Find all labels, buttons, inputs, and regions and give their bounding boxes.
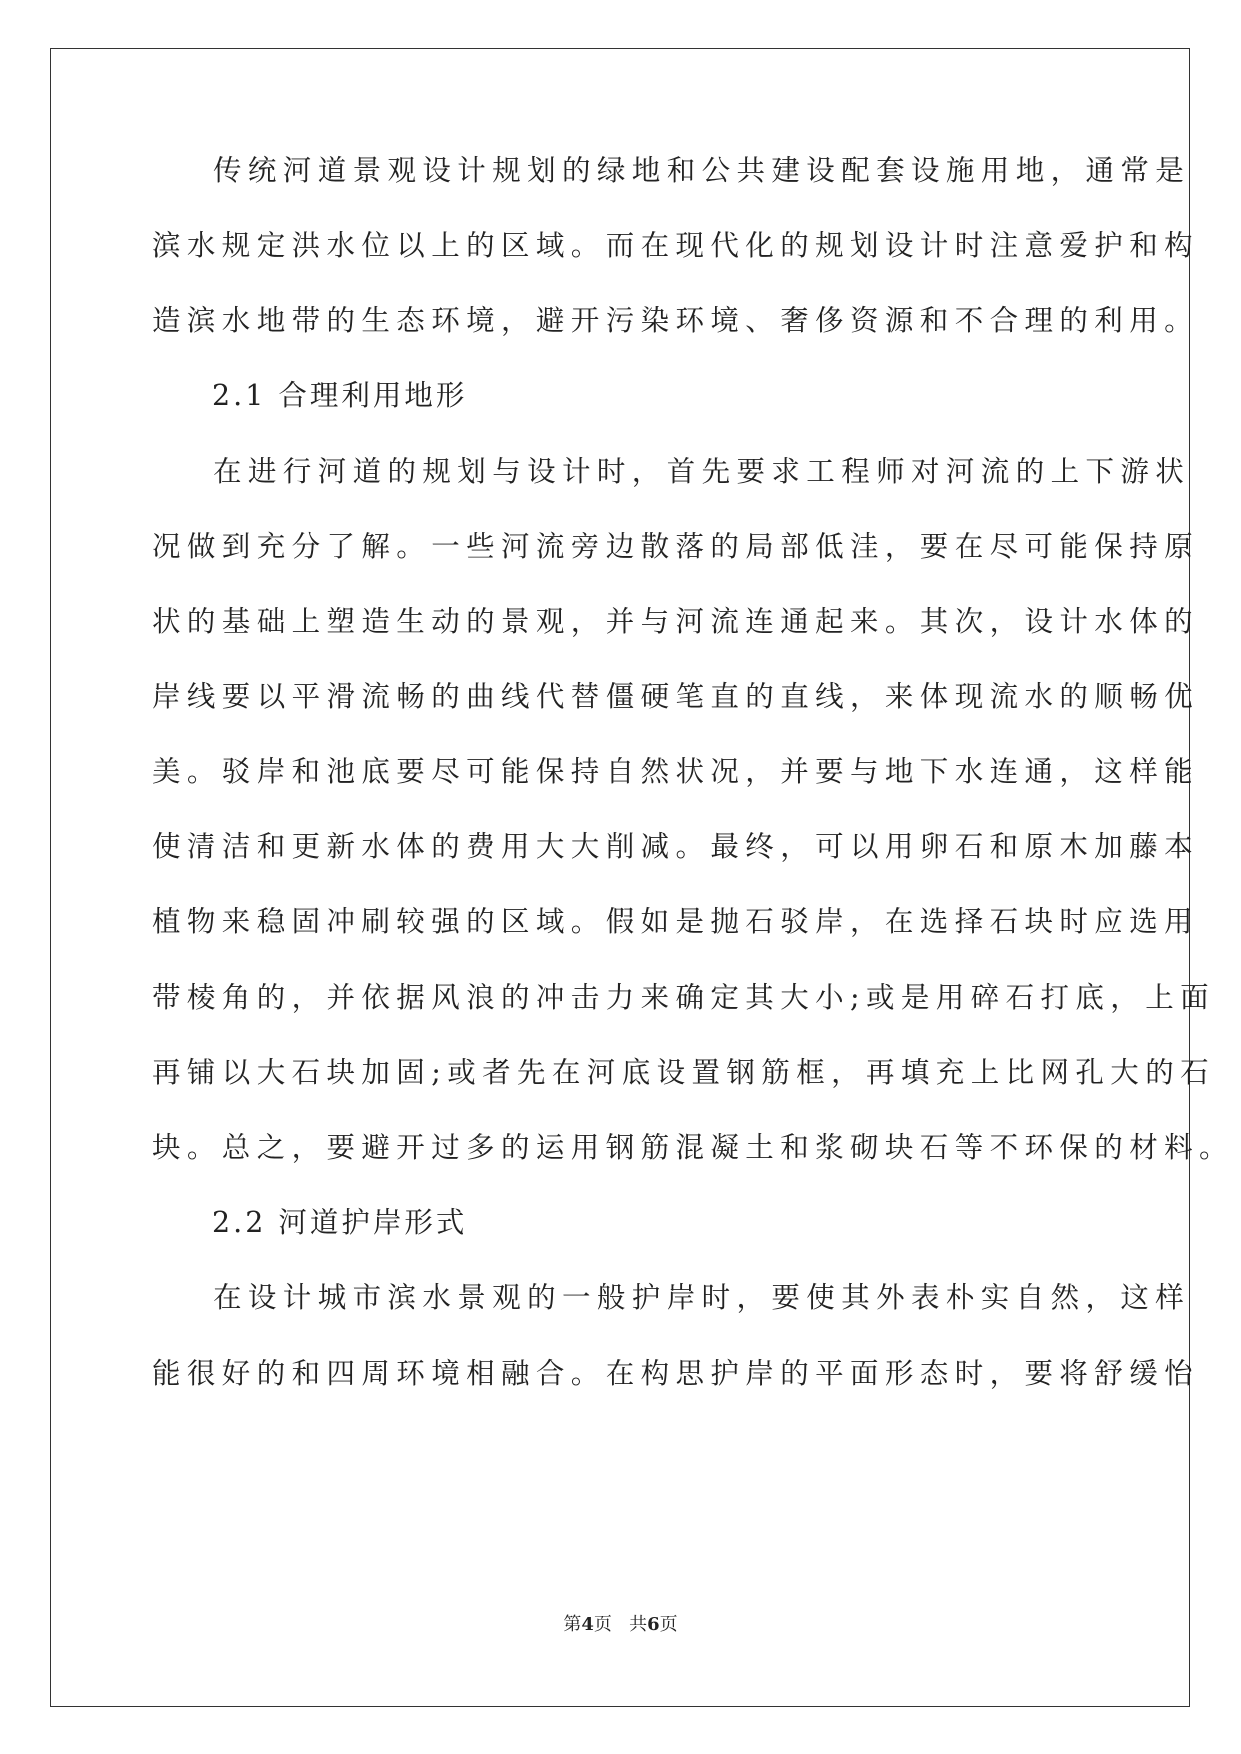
paragraph-2-line-9: 再铺以大石块加固;或者先在河底设置钢筋框，再填充上比网孔大的石 — [152, 1056, 1216, 1089]
page-border — [50, 48, 1190, 1707]
footer-page-prefix: 第 — [563, 1614, 582, 1635]
paragraph-2-line-2: 况做到充分了解。一些河流旁边散落的局部低洼，要在尽可能保持原 — [152, 530, 1200, 563]
paragraph-2-line-10: 块。总之，要避开过多的运用钢筋混凝土和浆砌块石等不环保的材料。 — [152, 1131, 1234, 1164]
footer-page-suffix: 页 — [593, 1614, 612, 1635]
paragraph-2-line-8: 带棱角的，并依据风浪的冲击力来确定其大小;或是用碎石打底，上面 — [152, 981, 1216, 1014]
page-footer — [0, 1616, 1241, 1634]
footer-page-number: 4 — [581, 1614, 594, 1635]
paragraph-2-line-1: 在进行河道的规划与设计时，首先要求工程师对河流的上下游状 — [213, 455, 1191, 488]
paragraph-2-line-7: 植物来稳固冲刷较强的区域。假如是抛石驳岸，在选择石块时应选用 — [152, 905, 1200, 938]
paragraph-1-line-2: 滨水规定洪水位以上的区域。而在现代化的规划设计时注意爱护和构 — [152, 229, 1200, 262]
paragraph-1-line-1: 传统河道景观设计规划的绿地和公共建设配套设施用地，通常是 — [213, 154, 1191, 187]
paragraph-2-line-3: 状的基础上塑造生动的景观，并与河流连通起来。其次，设计水体的 — [152, 605, 1200, 638]
footer-total-prefix: 共 — [629, 1614, 648, 1635]
paragraph-2-line-6: 使清洁和更新水体的费用大大削减。最终，可以用卵石和原木加藤本 — [152, 830, 1200, 863]
footer-total-suffix: 页 — [659, 1614, 678, 1635]
paragraph-3-line-2: 能很好的和四周环境相融合。在构思护岸的平面形态时，要将舒缓怡 — [152, 1357, 1200, 1390]
paragraph-1-line-3: 造滨水地带的生态环境，避开污染环境、奢侈资源和不合理的利用。 — [152, 304, 1200, 337]
paragraph-3-line-1: 在设计城市滨水景观的一般护岸时，要使其外表朴实自然，这样 — [213, 1281, 1191, 1314]
paragraph-2-line-5: 美。驳岸和池底要尽可能保持自然状况，并要与地下水连通，这样能 — [152, 755, 1200, 788]
section-heading-2-1: 2.1 合理利用地形 — [212, 379, 468, 412]
section-heading-2-2: 2.2 河道护岸形式 — [212, 1206, 468, 1239]
paragraph-2-line-4: 岸线要以平滑流畅的曲线代替僵硬笔直的直线，来体现流水的顺畅优 — [152, 680, 1200, 713]
footer-total-pages: 6 — [647, 1614, 660, 1635]
